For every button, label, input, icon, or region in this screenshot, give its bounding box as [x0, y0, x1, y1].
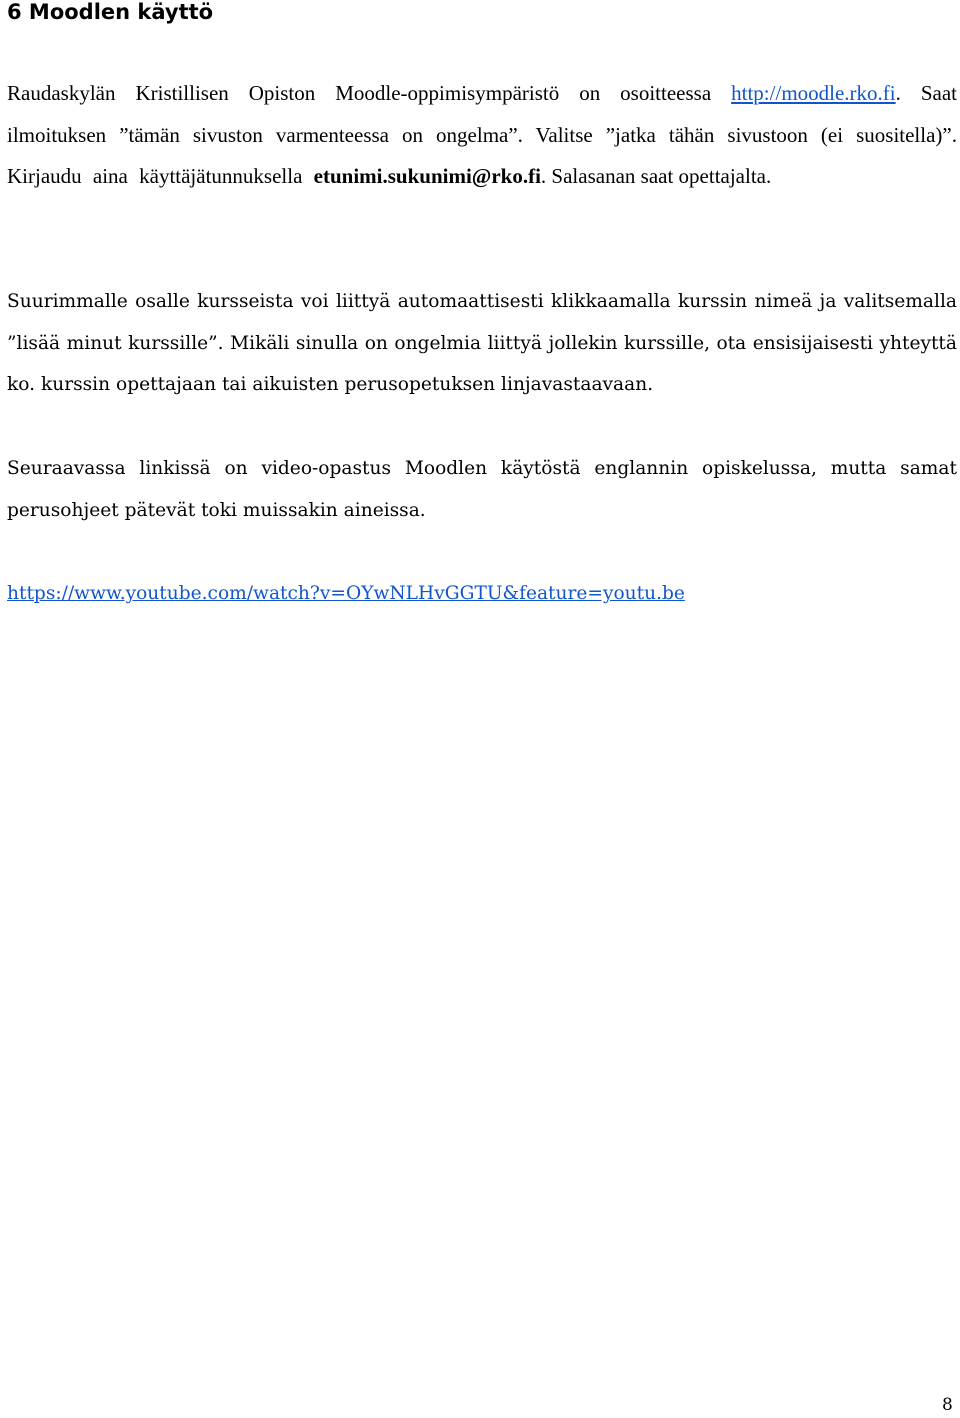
intro-text: Raudaskylän Kristillisen Opiston Moodle-oppimisympäristö on osoitteessa [7, 81, 712, 105]
username-format: etunimi.sukunimi@rko.fi [313, 164, 541, 188]
section-heading: 6 Moodlen käyttö [7, 0, 214, 24]
moodle-link[interactable]: http://moodle.rko.fi [731, 81, 896, 105]
course-enrollment-paragraph: Suurimmalle osalle kursseista voi liittyä automaattisesti klikkaamalla kurssin nimeä ja valitsemalla ”lisää minut kurssille”. Mikäli sinulla on ongelmia liittyä jollekin kurssille, ota ensisijaisesti yhteyttä ko. kurssin opettajaan tai aikuisten perusopetuksen linjavastaavaan. [7, 291, 957, 395]
page-number: 8 [942, 1395, 953, 1415]
password-info-text: . Salasanan saat opettajalta. [540, 164, 772, 188]
video-guide-paragraph: Seuraavassa linkissä on video-opastus Moodlen käytöstä englannin opiskelussa, mutta samat perusohjeet pätevät toki muissakin aineissa. [7, 458, 957, 521]
video-link-paragraph [7, 573, 957, 615]
moodle-intro-paragraph [7, 73, 957, 198]
certificate-instructions-text: . Saat ilmoituksen ”tämän sivuston varmenteessa on ongelma”. Valitse ”jatka tähän sivustoon (ei suositella)”. Kirjaudu aina käyttäjätunnuksella [7, 81, 958, 188]
youtube-video-link[interactable]: https://www.youtube.com/watch?v=OYwNLHvGGTU&feature=youtu.be [7, 583, 685, 604]
